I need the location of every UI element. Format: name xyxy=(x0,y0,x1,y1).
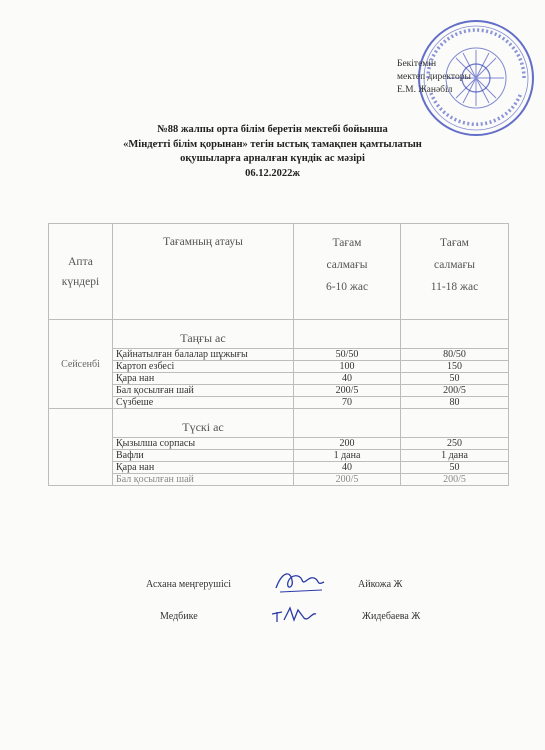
nurse-label: Медбике xyxy=(160,611,198,622)
empty-cell xyxy=(401,409,509,438)
meal-label: Таңғы ас xyxy=(113,320,294,349)
dish-name: Қызылша сорпасы xyxy=(113,438,294,450)
weight-11-18: 80 xyxy=(401,397,509,409)
table-row xyxy=(49,397,509,409)
header-text: салмағы xyxy=(326,259,368,271)
header-text: Тағам xyxy=(440,237,469,249)
table-header-row xyxy=(49,224,509,320)
meal-row xyxy=(49,320,509,349)
weight-6-10: 100 xyxy=(294,361,401,373)
dish-name: Қара нан xyxy=(113,462,294,474)
approval-block xyxy=(397,58,537,97)
dish-name: Вафли xyxy=(113,450,294,462)
header-day xyxy=(49,224,113,320)
cook-signature xyxy=(272,566,330,596)
table-row xyxy=(49,349,509,361)
header-text: Апта xyxy=(68,255,93,268)
table-row xyxy=(49,450,509,462)
header-text: 6-10 жас xyxy=(325,281,369,293)
weight-6-10: 1 дана xyxy=(294,450,401,462)
meal-label: Түскі ас xyxy=(113,409,294,438)
document-title xyxy=(60,123,485,181)
table-row xyxy=(49,385,509,397)
weight-6-10: 70 xyxy=(294,397,401,409)
weight-6-10: 40 xyxy=(294,373,401,385)
header-text: 11-18 жас xyxy=(430,281,479,293)
empty-cell xyxy=(49,409,113,486)
empty-cell xyxy=(401,320,509,349)
weight-11-18: 1 дана xyxy=(401,450,509,462)
dish-name: Сүзбеше xyxy=(113,397,294,409)
header-text: күндері xyxy=(61,275,100,288)
weight-11-18: 50 xyxy=(401,462,509,474)
title-date: 06.12.2022ж xyxy=(245,167,300,179)
dish-name: Бал қосылған шай xyxy=(113,474,294,486)
header-weight-6-10 xyxy=(294,224,401,320)
weight-11-18: 150 xyxy=(401,361,509,373)
weight-11-18: 50 xyxy=(401,373,509,385)
nurse-signature xyxy=(268,600,320,626)
header-text: салмағы xyxy=(434,259,475,271)
weight-6-10: 40 xyxy=(294,462,401,474)
weight-6-10: 200/5 xyxy=(294,385,401,397)
title-line: «Міндетті білім қорынан» тегін ыстық тамақпен қамтылатын xyxy=(123,138,422,150)
title-line: оқушыларға арналған күндік ас мәзірі xyxy=(180,153,365,164)
approval-line: Е.М. Жанәбіл xyxy=(397,85,453,95)
table-row xyxy=(49,462,509,474)
weight-6-10: 200/5 xyxy=(294,474,401,486)
weight-11-18: 200/5 xyxy=(401,385,509,397)
weekday-cell: Сейсенбі xyxy=(49,320,113,409)
approval-line: мектеп директоры xyxy=(397,72,471,82)
empty-cell xyxy=(294,320,401,349)
weight-11-18: 80/50 xyxy=(401,349,509,361)
header-weight-11-18 xyxy=(401,224,509,320)
title-line: №88 жалпы орта білім беретін мектебі бойынша xyxy=(157,124,388,135)
weight-11-18: 200/5 xyxy=(401,474,509,486)
menu-table xyxy=(48,223,509,486)
dish-name: Картоп езбесі xyxy=(113,361,294,373)
dish-name: Қара нан xyxy=(113,373,294,385)
approval-line: Бекітемін xyxy=(397,59,437,69)
table-row xyxy=(49,373,509,385)
dish-name: Қайнатылған балалар шұжығы xyxy=(113,349,294,361)
empty-cell xyxy=(294,409,401,438)
cook-name: Айкожа Ж xyxy=(358,579,403,590)
table-row xyxy=(49,474,509,486)
cook-label: Асхана меңгерушісі xyxy=(146,579,231,590)
header-text: Тағам xyxy=(332,237,362,249)
table-row xyxy=(49,361,509,373)
weight-6-10: 50/50 xyxy=(294,349,401,361)
table-row xyxy=(49,438,509,450)
dish-name: Бал қосылған шай xyxy=(113,385,294,397)
weight-6-10: 200 xyxy=(294,438,401,450)
weight-11-18: 250 xyxy=(401,438,509,450)
header-dish-name: Тағамның атауы xyxy=(113,224,294,320)
meal-row xyxy=(49,409,509,438)
nurse-name: Жидебаева Ж xyxy=(362,611,421,622)
